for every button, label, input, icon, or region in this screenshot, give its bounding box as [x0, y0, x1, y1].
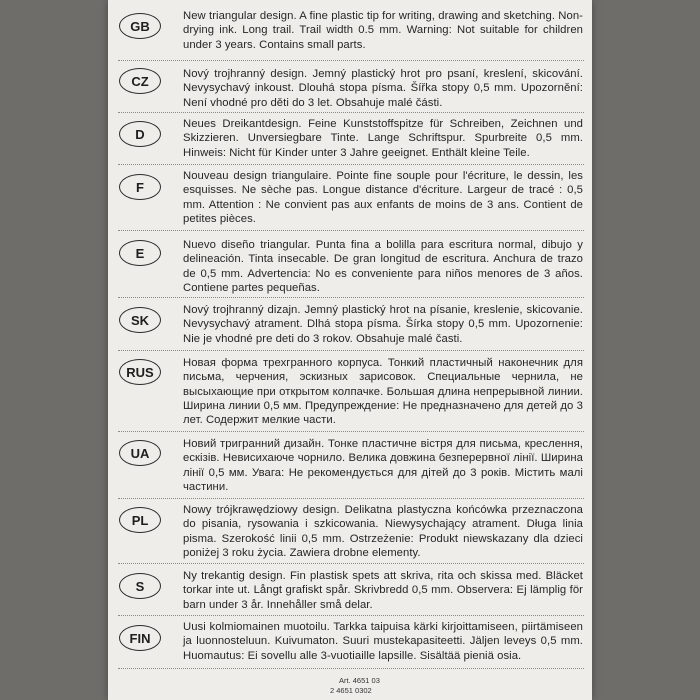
language-text: Neues Dreikantdesign. Feine Kunststoffspitze für Schreiben, Zeichnen und Skizzieren. Unversiegbare Tinte. Lange Schriftspur. Spurbreite 0,5 mm. Hinweis: Nicht für Kinder unter 3 Jahre geeignet. Enthält kleine Teile. [183, 118, 583, 159]
language-badge: D [119, 121, 161, 147]
language-badge: FIN [119, 625, 161, 651]
language-text: New triangular design. A fine plastic tip for writing, drawing and sketching. Non-drying ink. Long trail. Trail width 0.5 mm. Warning: Not suitable for children under 3 years. Contains small parts. [183, 10, 583, 51]
divider [118, 164, 584, 165]
divider [118, 431, 584, 432]
language-text: Nouveau design triangulaire. Pointe fine souple pour l'écriture, le dessin, les esquisses. Ne sèche pas. Longue distance d'écriture. Largeur de tracé : 0,5 mm. Attention : Ne convient pas aux enfants de moins de 3 ans. Contient de petites pièces. [183, 170, 583, 225]
language-badge: GB [119, 13, 161, 39]
language-text: Nuevo diseño triangular. Punta fina a bolilla para escritura normal, dibujo y delineación. Tinta insecable. De gran longitud de escritura. Anchura de trazo de 0,5 mm. Advertencia: No es conveniente para niños menores de 3 años. Contiene partes pequeñas. [183, 239, 583, 294]
divider [118, 230, 584, 231]
divider [118, 297, 584, 298]
language-badge: F [119, 174, 161, 200]
language-badge: S [119, 573, 161, 599]
language-text: Uusi kolmiomainen muotoilu. Tarkka taipuisa kärki kirjoittamiseen, piirtämiseen ja luonnosteluun. Kuivumaton. Suuri mustekapasiteetti. Jäljen leveys 0,5 mm. Huomautus: Ei sovellu alle 3-vuotiaille lapsille. Sisältää pieniä osia. [183, 621, 583, 662]
language-badge: RUS [119, 359, 161, 385]
language-badge: CZ [119, 68, 161, 94]
article-number: Art. 4651 03 [339, 676, 380, 685]
divider [118, 563, 584, 564]
divider [118, 668, 584, 669]
language-text: Nový trojhranný design. Jemný plastický hrot pro psaní, kreslení, skicování. Nevysychavý inkoust. Dlouhá stopa písma. Šířka stopy 0,5 mm. Upozornění: Není vhodné pro děti do 3 let. Obsahuje malé části. [183, 68, 583, 109]
divider [118, 112, 584, 113]
language-text: Новий тригранний дизайн. Тонке пластичне вістря для письма, креслення, ескізів. Невисихаюче чорнило. Велика довжина безперервної лінії. Ширина лінії 0,5 мм. Увага: Не рекомендується для дітей до 3 років. Містить малі частини. [183, 438, 583, 493]
language-text: Ny trekantig design. Fin plastisk spets att skriva, rita och skissa med. Bläcket torkar inte ut. Långt grafiskt spår. Skrivbredd 0,5 mm. Observera: Ej lämplig för barn under 3 år. Innehåller små delar. [183, 570, 583, 611]
language-text: Nowy trójkrawędziowy design. Delikatna plastyczna końcówka przeznaczona do pisania, rysowania i szkicowania. Niewysychający atrament. Długa linia pisma. Szerokość linii 0,5 mm. Ostrzeżenie: Produkt niewskazany dla dzieci poniżej 3 roku życia. Zawiera drobne elementy. [183, 504, 583, 559]
language-text: Nový trojhranný dizajn. Jemný plastický hrot na písanie, kreslenie, skicovanie. Nevysychavý atrament. Dlhá stopa písma. Šírka stopy 0,5 mm. Upozornenie: Nie je vhodné pre deti do 3 rokov. Obsahuje malé časti. [183, 304, 583, 345]
divider [118, 60, 584, 61]
language-badge: SK [119, 307, 161, 333]
divider [118, 498, 584, 499]
language-badge: E [119, 240, 161, 266]
divider [118, 615, 584, 616]
divider [118, 350, 584, 351]
language-badge: PL [119, 507, 161, 533]
barcode-number: 2 4651 0302 [330, 686, 372, 695]
instruction-leaflet [108, 0, 592, 700]
language-badge: UA [119, 440, 161, 466]
language-text: Новая форма трехгранного корпуса. Тонкий пластичный наконечник для письма, черчения, эскизных зарисовок. Специальные чернила, не высыхающие при открытом колпачке. Большая длина непрерывной линии. Ширина линии 0,5 мм. Предупреждение: Не предназначено для детей до 3 лет. Содержит мелкие части. [183, 357, 583, 427]
